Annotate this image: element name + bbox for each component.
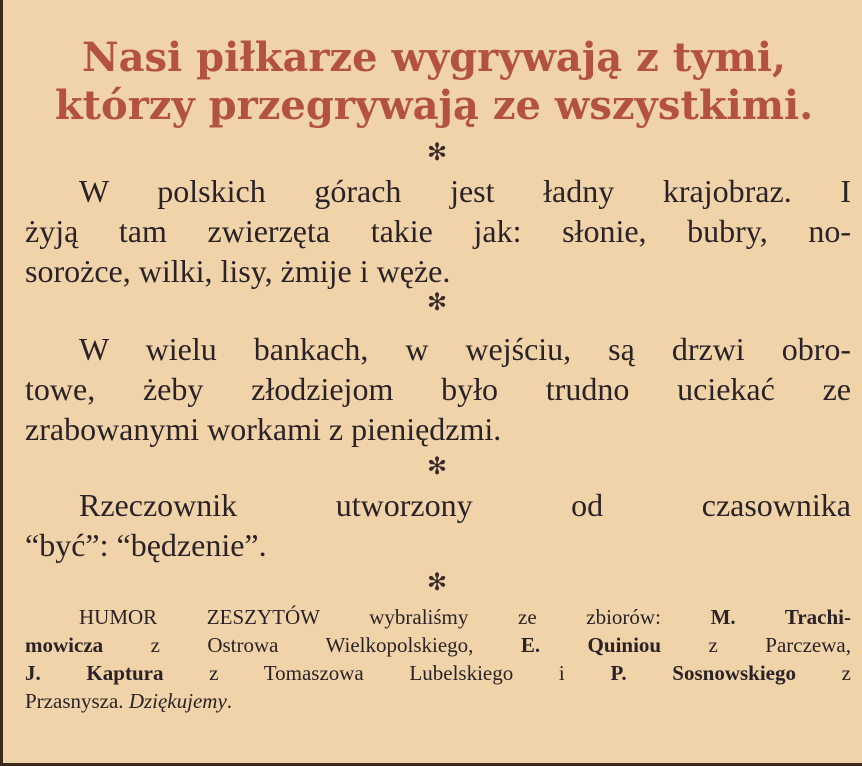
separator-asterisk-icon: ✻ bbox=[427, 452, 448, 480]
paragraph-1-line-2: żyją tam zwierzęta takie jak: słonie, bubry, no- bbox=[25, 213, 851, 249]
credits-thanks: Dziękujemy bbox=[128, 689, 227, 713]
separator-asterisk-icon: ✻ bbox=[427, 568, 448, 596]
credits-text: z Ostrowa Wielkopolskiego, bbox=[103, 633, 521, 657]
headline-line-1: Nasi piłkarze wygrywają z tymi, bbox=[82, 34, 786, 81]
paragraph-2-line-2: towe, żeby złodziejom było trudno uciekać ze bbox=[25, 371, 851, 407]
credits-text: Przasnysza. bbox=[25, 689, 129, 713]
credits-line-2 bbox=[25, 632, 851, 658]
separator-asterisk-icon: ✻ bbox=[427, 138, 448, 166]
paragraph-2-line-3: zrabowanymi workami z pieniędzmi. bbox=[25, 411, 502, 447]
credits-line-3 bbox=[25, 660, 851, 686]
credits-text: . bbox=[226, 689, 233, 713]
credits-name: J. Kaptura bbox=[25, 661, 164, 685]
paragraph-3-line-2: “być”: “będzenie”. bbox=[25, 527, 267, 563]
credits-text: z Parczewa, bbox=[661, 633, 851, 657]
headline-line-2: którzy przegrywają ze wszystkimi. bbox=[54, 82, 814, 129]
paragraph-2-line-1: W wielu bankach, w wejściu, są drzwi obro- bbox=[79, 331, 851, 367]
credits-name: E. Quiniou bbox=[520, 633, 662, 657]
separator-asterisk-icon: ✻ bbox=[427, 288, 448, 316]
paragraph-1-line-1: W polskich górach jest ładny krajobraz. I bbox=[79, 173, 851, 209]
credits-text: HUMOR ZESZYTÓW wybraliśmy ze zbiorów: bbox=[79, 605, 711, 629]
credits-name: M. Trachi- bbox=[710, 605, 851, 629]
credits-text: z bbox=[796, 661, 852, 685]
paragraph-1-line-3: sorożce, wilki, lisy, żmije i węże. bbox=[25, 253, 451, 289]
credits-line-1 bbox=[79, 604, 851, 630]
credits-name: P. Sosnowskiego bbox=[610, 661, 796, 685]
credits-text: z Tomaszowa Lubelskiego i bbox=[163, 661, 611, 685]
credits-line-4 bbox=[25, 688, 851, 714]
credits-name: mowicza bbox=[25, 633, 104, 657]
paragraph-3-line-1: Rzeczownik utworzony od czasownika bbox=[79, 487, 851, 523]
